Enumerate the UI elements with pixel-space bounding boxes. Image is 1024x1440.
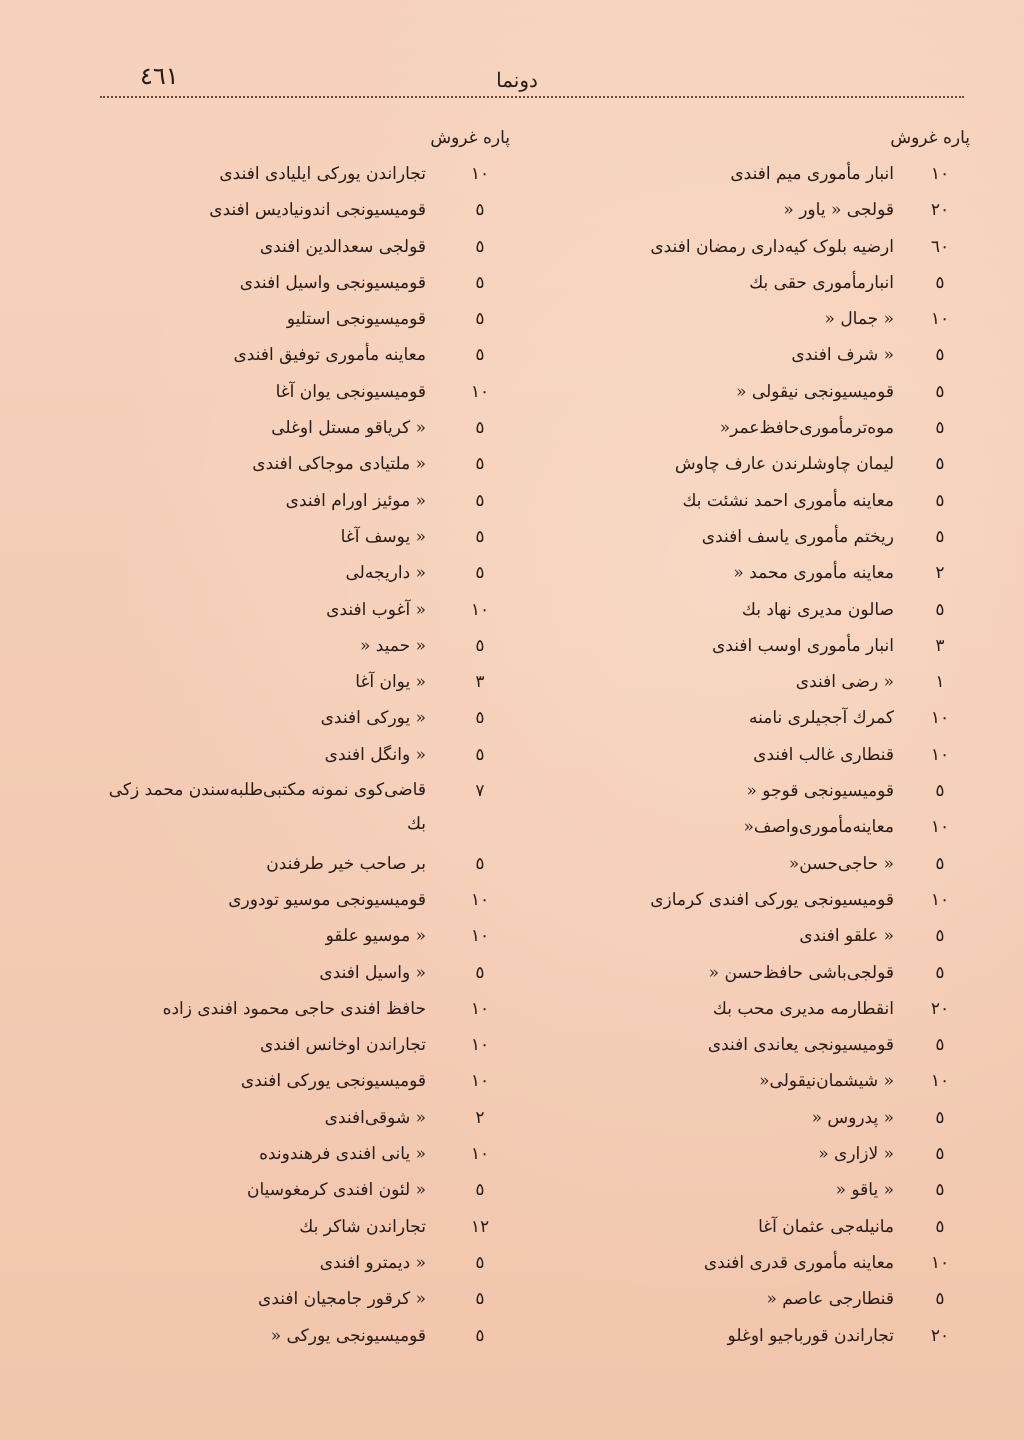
donation-entry [520,483,970,519]
donation-entry [520,1318,970,1354]
donor-name: قومیسیونجی واسیل افندی [239,272,426,293]
donor-name: معاینه مأموری قدری افندی [703,1252,894,1273]
donor-name: « آغوب افندی [326,599,426,620]
donation-entry [520,555,970,591]
donation-entry [90,664,510,700]
donation-entry [520,1027,970,1063]
donor-name: قولجی‌باشی حافظ‌حسن « [708,962,894,983]
donation-entry [520,192,970,228]
donation-entry [90,229,510,265]
donation-amount: ٣ [935,635,945,656]
page-number: ٤٦١ [140,62,179,90]
donation-amount: ١٠ [470,381,490,402]
donation-amount: ٥ [935,526,945,547]
donor-name: « موئیز اورام افندی [285,490,426,511]
left-column [90,120,510,1354]
donation-entry [520,592,970,628]
donation-entry [90,628,510,664]
donation-amount: ٥ [935,1180,945,1201]
donor-name: ریختم مأموری یاسف افندی [701,526,894,547]
page-header [120,58,914,98]
donor-name: تجاراندن شاکر بك [299,1216,426,1237]
donor-name: « جمال « [824,309,894,330]
donation-amount: ٥ [475,1252,485,1273]
donation-entry [90,555,510,591]
donation-entry [520,156,970,192]
donation-amount: ١٠ [470,1071,490,1092]
header-rule [100,96,964,98]
donation-entry [520,882,970,918]
donation-entry [520,737,970,773]
donor-name: « یورکی افندی [320,708,426,729]
donor-name: « یوان آغا [355,672,426,693]
running-title: دونما [496,68,538,92]
donor-name: معاینه مأموری محمد « [733,563,894,584]
right-column-heading: پاره غروش [890,128,970,148]
donation-entry [520,628,970,664]
donation-amount: ١ [935,672,945,693]
donation-entry [520,265,970,301]
donor-name: قومیسیونجی یعاندی افندی [707,1035,894,1056]
donation-amount: ٧ [475,781,485,802]
donation-amount: ٥ [935,962,945,983]
donation-amount: ٥ [475,454,485,475]
donation-entry [520,700,970,736]
donation-amount: ١٠ [930,1252,950,1273]
donor-name: « موسیو علقو [325,926,426,947]
donation-entry [90,301,510,337]
donor-name: « یانی افندی فرهندونده [259,1144,426,1165]
donation-amount: ٥ [475,345,485,366]
donation-entry [90,1136,510,1172]
donation-amount: ١٢ [470,1216,490,1237]
donor-name: بر صاحب خیر طرفندن [266,853,426,874]
donation-entry [90,773,510,846]
donor-name: صالون مدیری نهاد بك [741,599,894,620]
right-donation-list [520,156,970,1354]
donation-entry [90,955,510,991]
donation-entry [90,700,510,736]
donation-amount: ٥ [935,418,945,439]
donation-amount: ٥ [935,345,945,366]
donation-amount: ٥ [475,853,485,874]
donation-entry [90,1172,510,1208]
donor-name: « لازاری « [818,1144,894,1165]
donation-amount: ١٠ [930,889,950,910]
donation-amount: ٥ [475,962,485,983]
donation-entry [520,955,970,991]
donor-name: « ملتیادی موجاکی افندی [252,454,426,475]
donation-entry [520,991,970,1027]
donation-amount: ١٠ [470,889,490,910]
donation-amount: ٥ [475,563,485,584]
donation-entry [520,1100,970,1136]
donor-name: قومیسیونجی نیقولی « [736,381,894,402]
donation-entry [520,519,970,555]
donor-name: قولجی سعدالدین افندی [259,236,426,257]
donor-name: تجاراندن قورباجیو اوغلو [727,1325,894,1346]
donation-amount: ٥ [935,1107,945,1128]
donation-entry [90,737,510,773]
donor-name: « کریاقو مستل اوغلی [271,418,426,439]
donation-entry [520,337,970,373]
donor-name: موه‌ترمأموری‌حافظ‌عمر« [719,418,894,439]
donation-amount: ١٠ [930,164,950,184]
donation-entry [90,410,510,446]
donation-entry [90,1063,510,1099]
donation-entry [520,664,970,700]
donor-name: « لئون افندی کرمغوسیان [247,1180,426,1201]
donation-amount: ٥ [935,1144,945,1165]
donation-entry [520,1063,970,1099]
donation-entry [90,519,510,555]
donation-entry [90,265,510,301]
donation-entry [90,882,510,918]
donor-name: معاینه مأموری توفیق افندی [233,345,426,366]
donation-entry [520,773,970,809]
donation-amount: ٥ [475,744,485,765]
donation-entry [90,991,510,1027]
donor-name: « وانگل افندی [324,744,426,765]
donation-amount: ٢ [935,563,945,584]
donation-entry [520,1209,970,1245]
donor-name: قومیسیونجی اندونیادیس افندی [209,200,426,221]
donor-name: انقطارمه مدیری محب بك [712,998,894,1019]
donation-amount: ١٠ [470,164,490,184]
donation-amount: ٥ [475,708,485,729]
donation-amount: ١٠ [470,1035,490,1056]
donor-name: « علقو افندی [799,926,894,947]
donation-amount: ٥ [475,309,485,330]
donor-name: « یاقو « [835,1180,894,1201]
donation-entry [520,374,970,410]
donor-name: مانیله‌جی عثمان آغا [758,1216,894,1237]
donation-entry [90,1027,510,1063]
right-column [520,120,970,1354]
donor-name: قومیسیونجی یورکی افندی کرمازی [650,889,894,910]
donation-entry [520,229,970,265]
donor-name: « حمید « [360,635,426,656]
donation-entry [90,1281,510,1317]
donation-entry [520,1136,970,1172]
donor-name: حافظ افندی حاجی محمود افندی زاده [162,998,426,1019]
donation-entry [90,156,510,192]
donation-amount: ٥ [935,454,945,475]
donation-amount: ٥ [935,853,945,874]
donation-amount: ١٠ [470,998,490,1019]
donation-amount: ٥ [475,236,485,257]
donation-amount: ٥ [935,1289,945,1310]
donor-name: قولجی « یاور « [783,200,894,221]
donation-amount: ٥ [935,781,945,802]
donation-entry [90,592,510,628]
donor-name: « داریجه‌لی [345,563,426,584]
donor-name: « شیشمان‌نیقولی« [759,1071,894,1092]
donation-entry [90,374,510,410]
donation-entry [520,809,970,845]
donor-name: « رضی افندی [795,672,894,693]
donor-name: « پدروس « [811,1107,894,1128]
donor-name: قنطارجی عاصم « [766,1289,894,1310]
donation-amount: ٦٠ [930,236,950,257]
donor-name: ارضیه بلوک کیه‌داری رمضان افندی [650,236,894,257]
donation-amount: ٢٠ [930,200,950,221]
donation-amount: ١٠ [470,1144,490,1165]
donation-amount: ٣ [475,672,485,693]
donor-name: تجاراندن یورکی ایلیادی افندی [219,164,426,184]
donation-entry [520,446,970,482]
donation-entry [520,1172,970,1208]
donation-amount: ٥ [935,1035,945,1056]
donation-amount: ٥ [935,272,945,293]
donation-amount: ٥ [475,1325,485,1346]
donation-entry [90,192,510,228]
donation-amount: ١٠ [930,309,950,330]
donation-amount: ١٠ [470,599,490,620]
donation-entry [520,410,970,446]
donation-entry [90,446,510,482]
donation-entry [90,1245,510,1281]
donor-name: انبار مأموری اوسب افندی [712,635,894,656]
donor-name: قنطاری غالب افندی [753,744,894,765]
donation-entry [90,337,510,373]
donation-entry [90,846,510,882]
donation-amount: ٥ [475,200,485,221]
donation-amount: ١٠ [470,926,490,947]
donation-amount: ١٠ [930,744,950,765]
donation-amount: ٢ [475,1107,485,1128]
donor-name: قومیسیونجی یورکی افندی [240,1071,426,1092]
donation-amount: ٥ [475,1289,485,1310]
donation-amount: ١٠ [930,1071,950,1092]
donor-name: لیمان چاوشلرندن عارف چاوش [674,454,894,475]
donor-name: قاضی‌کوی نمونه مکتبی‌طلبه‌سندن محمد زکی بك [108,780,426,835]
donation-amount: ٥ [935,381,945,402]
left-column-heading: پاره غروش [430,128,510,148]
donor-name: قومیسیونجی استلیو [286,309,426,330]
donor-name: « کرقور جامجیان افندی [258,1289,426,1310]
donation-entry [520,301,970,337]
donor-name: قومیسیونجی یورکی « [270,1325,426,1346]
donor-name: « دیمترو افندی [319,1252,426,1273]
donation-amount: ٥ [935,926,945,947]
donor-name: « واسیل افندی [319,962,426,983]
donor-name: کمرك آججیلری نامنه [748,708,894,729]
donor-name: قومیسیونجی یوان آغا [275,381,426,402]
donation-entry [520,1245,970,1281]
donation-amount: ٥ [935,599,945,620]
donation-amount: ٥ [475,526,485,547]
donation-amount: ٢٠ [930,1325,950,1346]
donor-name: « شوقی‌افندی [324,1107,426,1128]
donation-amount: ١٠ [930,708,950,729]
donor-name: تجاراندن اوخانس افندی [260,1035,426,1056]
donor-name: « یوسف آغا [340,526,426,547]
donor-name: « شرف افندی [791,345,894,366]
donation-entry [520,1281,970,1317]
donation-entry [90,1209,510,1245]
donation-amount: ٥ [475,418,485,439]
donor-name: معاینه مأموری احمد نشئت بك [682,490,894,511]
donation-entry [520,846,970,882]
donor-name: انبارمأموری حقی بك [749,272,894,293]
left-donation-list [90,156,510,1354]
donation-amount: ٥ [475,490,485,511]
donation-amount: ٥ [475,635,485,656]
donor-name: قومیسیونجی قوجو « [746,781,894,802]
donation-amount: ٢٠ [930,998,950,1019]
donation-amount: ٥ [935,1216,945,1237]
donation-entry [90,1100,510,1136]
donation-entry [90,483,510,519]
donation-entry [90,918,510,954]
donation-amount: ٥ [475,272,485,293]
donation-entry [90,1318,510,1354]
donor-name: انبار مأموری میم افندی [730,164,894,184]
donation-amount: ١٠ [930,817,950,838]
donor-name: معاینه‌مأموری‌واصف« [743,817,894,838]
donation-amount: ٥ [475,1180,485,1201]
donation-amount: ٥ [935,490,945,511]
donation-entry [520,918,970,954]
donor-name: « حاجی‌حسن« [788,853,894,874]
donor-name: قومیسیونجی موسیو تودوری [228,889,426,910]
